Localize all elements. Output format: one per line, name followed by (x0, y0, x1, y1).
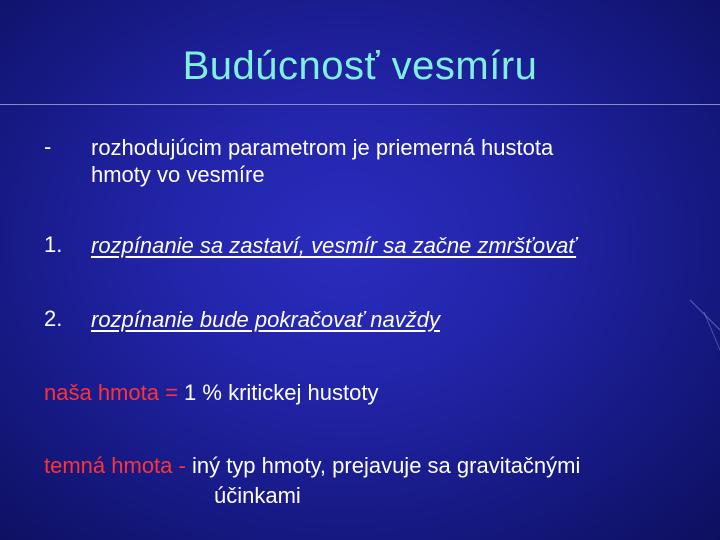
list-item-line: rozhodujúcim parametrom je priemerná hustota (91, 135, 554, 160)
dark-matter-description-continued: účinkami (214, 483, 301, 508)
dark-matter-label: temná hmota - (44, 453, 186, 478)
dark-matter-statement (44, 451, 694, 511)
dark-matter-description: iný typ hmoty, prejavuje sa gravitačnými (185, 453, 581, 478)
matter-value: 1 % kritickej hustoty (177, 380, 379, 405)
list-item-expansion: rozpínanie bude pokračovať navždy (91, 307, 441, 332)
slide-title: Budúcnosť vesmíru (182, 44, 538, 88)
title-divider (0, 104, 720, 105)
list-marker-dash: - (44, 134, 52, 159)
list-item-parameter (91, 134, 691, 188)
list-item-contraction: rozpínanie sa zastaví, vesmír sa začne zmršťovať (91, 233, 577, 258)
matter-statement (44, 378, 378, 408)
list-marker-1: 1. (44, 232, 63, 257)
matter-label: naša hmota = (44, 380, 178, 405)
list-item-line: hmoty vo vesmíre (91, 162, 265, 187)
list-marker-2: 2. (44, 306, 63, 331)
